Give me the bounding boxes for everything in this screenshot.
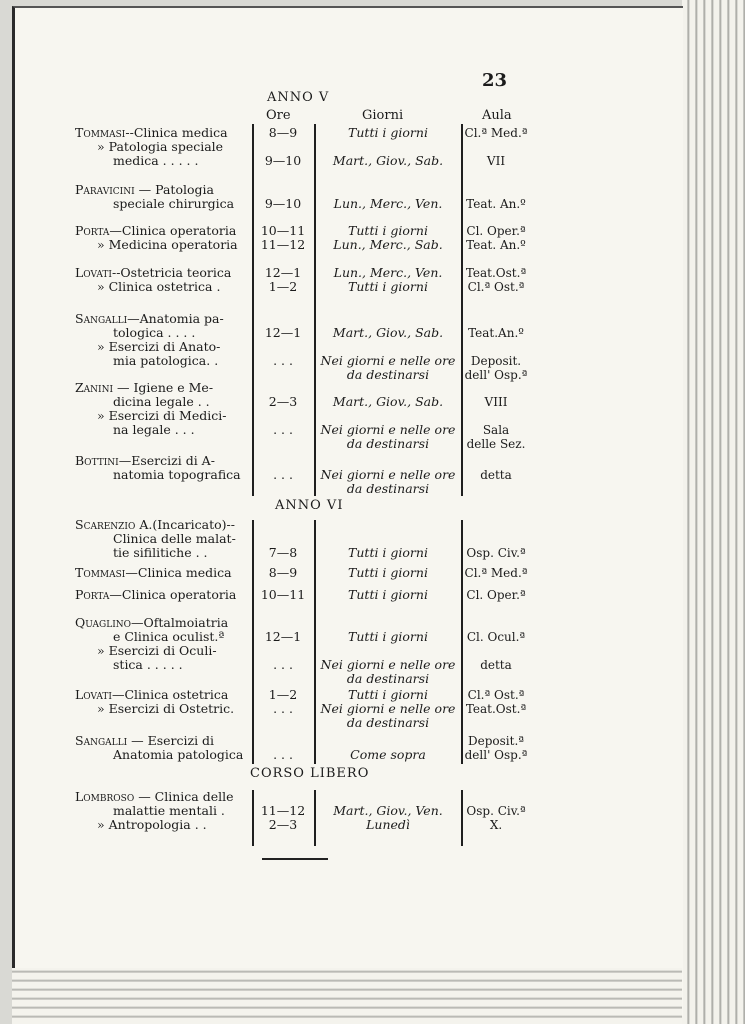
entry-subject-cell bbox=[75, 790, 250, 832]
entry-aula-cell bbox=[462, 518, 530, 560]
entry-aula-line: Cl.ª Med.ª bbox=[464, 566, 528, 580]
professor-name: Sangalli bbox=[75, 733, 128, 748]
entry-ore-cell bbox=[252, 266, 314, 294]
entry-aula-line bbox=[462, 312, 530, 326]
entry-subject-line: Porta—Clinica operatoria bbox=[75, 223, 237, 238]
entry-giorni-line: Lunedì bbox=[366, 817, 410, 832]
entry-ore-line: 1—2 bbox=[268, 279, 298, 294]
entry-aula-cell bbox=[462, 790, 530, 832]
entry-giorni-cell bbox=[316, 734, 460, 762]
entry-ore-cell bbox=[252, 381, 314, 437]
entry-giorni-line: Tutti i giorni bbox=[348, 125, 428, 140]
entry-ore-cell bbox=[252, 734, 314, 762]
entry-giorni-line: Mart., Giov., Sab. bbox=[332, 394, 444, 409]
entry-giorni-line: Lun., Merc., Sab. bbox=[333, 237, 443, 252]
professor-name: Tommasi bbox=[75, 125, 126, 140]
entry-subject-line: » Esercizi di Anato- bbox=[97, 339, 221, 354]
entry-subject-cell bbox=[75, 183, 250, 211]
entry-giorni-cell bbox=[316, 588, 460, 602]
entry-subject-line: Porta—Clinica operatoria bbox=[75, 587, 237, 602]
entry-subject-line: Bottini—Esercizi di A- bbox=[75, 453, 215, 468]
entry-ore-line: 1—2 bbox=[268, 687, 298, 702]
entry-giorni-line bbox=[316, 183, 460, 197]
entry-subject-line: Lovati—Clinica ostetrica bbox=[75, 687, 229, 702]
entry-ore-line: 8—9 bbox=[268, 125, 298, 140]
entry-aula-cell bbox=[462, 454, 530, 482]
entry-giorni-cell bbox=[316, 266, 460, 294]
entry-subject-cell bbox=[75, 616, 250, 672]
entry-subject-line: speciale chirurgica bbox=[113, 196, 235, 211]
entry-ore-cell bbox=[252, 790, 314, 832]
entry-giorni-line: Nei giorni e nelle ore bbox=[320, 422, 456, 437]
entry-subject-cell bbox=[75, 588, 250, 602]
entry-giorni-line: da destinarsi bbox=[346, 481, 430, 496]
entry-subject-line: Tommasi--Clinica medica bbox=[75, 125, 228, 140]
entry-giorni-line: Tutti i giorni bbox=[348, 223, 428, 238]
entry-ore-cell bbox=[252, 588, 314, 602]
entry-giorni-cell bbox=[316, 518, 460, 560]
entry-aula-cell bbox=[462, 126, 530, 168]
entry-giorni-line: da destinarsi bbox=[346, 367, 430, 382]
entry-giorni-cell bbox=[316, 381, 460, 451]
entry-giorni-line bbox=[316, 312, 460, 326]
professor-name: Zanini bbox=[75, 380, 114, 395]
entry-aula-line: Sala bbox=[482, 423, 510, 437]
professor-name: Paravicini bbox=[75, 182, 135, 197]
entry-subject-line: Quaglino—Oftalmoiatria bbox=[75, 615, 229, 630]
entry-giorni-line bbox=[316, 454, 460, 468]
entry-giorni-cell bbox=[316, 790, 460, 832]
entry-ore-line: 8—9 bbox=[268, 565, 298, 580]
entry-aula-line: Teat. An.º bbox=[466, 238, 526, 252]
entry-subject-line: » Clinica ostetrica . bbox=[97, 279, 221, 294]
entry-ore-cell bbox=[252, 224, 314, 252]
entry-subject-line: malattie mentali . bbox=[113, 803, 225, 818]
entry-subject-cell bbox=[75, 688, 250, 716]
entry-subject-line: tie sifilitiche . . bbox=[113, 545, 208, 560]
entry-ore-cell bbox=[252, 518, 314, 560]
entry-subject-line: Tommasi—Clinica medica bbox=[75, 565, 232, 580]
entry-subject-line: Lovati--Ostetricia teorica bbox=[75, 265, 232, 280]
entry-aula-cell bbox=[462, 566, 530, 580]
entry-giorni-line: da destinarsi bbox=[346, 671, 430, 686]
entry-giorni-cell bbox=[316, 454, 460, 496]
entry-ore-cell bbox=[252, 454, 314, 482]
entry-ore-cell bbox=[252, 126, 314, 168]
entry-ore-line bbox=[252, 616, 314, 630]
page-number: 23 bbox=[482, 70, 508, 91]
entry-ore-line: 11—12 bbox=[260, 803, 306, 818]
entry-aula-line: Cl. Oper.ª bbox=[466, 224, 526, 238]
entry-subject-cell bbox=[75, 381, 250, 437]
entry-subject-line: » Esercizi di Ostetric. bbox=[97, 701, 235, 716]
entry-ore-line: 9—10 bbox=[264, 196, 302, 211]
professor-name: Lovati bbox=[75, 687, 112, 702]
entry-ore-line bbox=[252, 790, 314, 804]
page-edge-stack bbox=[682, 0, 745, 1024]
entry-aula-line bbox=[462, 140, 530, 154]
entry-giorni-cell bbox=[316, 224, 460, 252]
entry-subject-line: stica . . . . . bbox=[113, 657, 183, 672]
entry-ore-line bbox=[252, 140, 314, 154]
entry-subject-line: Lombroso — Clinica delle bbox=[75, 789, 234, 804]
entry-giorni-line: Tutti i giorni bbox=[348, 587, 428, 602]
entry-ore-line bbox=[252, 381, 314, 395]
entry-giorni-cell bbox=[316, 126, 460, 168]
entry-giorni-line: Lun., Merc., Ven. bbox=[333, 265, 443, 280]
entry-ore-line bbox=[252, 312, 314, 326]
entry-aula-line: VIII bbox=[484, 395, 508, 409]
column-rule-ore-left-1 bbox=[252, 124, 254, 496]
entry-aula-line: Cl.ª Med.ª bbox=[464, 126, 528, 140]
entry-ore-line: 9—10 bbox=[264, 153, 302, 168]
entry-subject-line: na legale . . . bbox=[113, 422, 195, 437]
section-title-corso-libero: CORSO LIBERO bbox=[250, 766, 370, 781]
entry-subject-line: Sangalli — Esercizi di bbox=[75, 733, 215, 748]
entry-subject-cell bbox=[75, 312, 250, 368]
entry-giorni-line: Mart., Giov., Sab. bbox=[332, 153, 444, 168]
entry-subject-line: » Medicina operatoria bbox=[97, 237, 238, 252]
entry-subject-cell bbox=[75, 566, 250, 580]
entry-giorni-line bbox=[316, 140, 460, 154]
entry-aula-cell bbox=[462, 688, 530, 716]
entry-giorni-line: Come sopra bbox=[350, 747, 426, 762]
entry-ore-line bbox=[252, 518, 314, 532]
entry-ore-cell bbox=[252, 616, 314, 672]
entry-ore-line bbox=[252, 183, 314, 197]
entry-ore-line: 12—1 bbox=[264, 629, 302, 644]
bottom-page-edge bbox=[12, 968, 682, 1024]
entry-aula-line: Teat.An.º bbox=[468, 326, 524, 340]
entry-giorni-line bbox=[316, 616, 460, 630]
entry-aula-line: Teat.Ost.ª bbox=[465, 266, 527, 280]
entry-ore-line: . . . bbox=[273, 467, 293, 482]
entry-aula-line: Cl. Oper.ª bbox=[466, 588, 526, 602]
entry-ore-line bbox=[252, 734, 314, 748]
professor-name: Bottini bbox=[75, 453, 119, 468]
entry-ore-line bbox=[252, 409, 314, 423]
entry-giorni-line bbox=[316, 340, 460, 354]
entry-subject-line: Paravicini — Patologia bbox=[75, 182, 214, 197]
section-title-anno-vi: ANNO VI bbox=[275, 498, 344, 513]
entry-giorni-line: Lun., Merc., Ven. bbox=[333, 196, 443, 211]
entry-aula-line: dell' Osp.ª bbox=[464, 748, 528, 762]
entry-giorni-line bbox=[316, 409, 460, 423]
entry-aula-cell bbox=[462, 734, 530, 762]
entry-ore-line: 12—1 bbox=[264, 265, 302, 280]
entry-giorni-cell bbox=[316, 688, 460, 730]
entry-ore-line: 2—3 bbox=[268, 394, 298, 409]
entry-aula-cell bbox=[462, 381, 530, 451]
professor-name: Porta bbox=[75, 223, 110, 238]
entry-giorni-line bbox=[316, 532, 460, 546]
entry-giorni-line: da destinarsi bbox=[346, 436, 430, 451]
entry-aula-line bbox=[462, 518, 530, 532]
entry-subject-line: » Esercizi di Oculi- bbox=[97, 643, 217, 658]
entry-giorni-line bbox=[316, 381, 460, 395]
entry-aula-line: delle Sez. bbox=[466, 437, 526, 451]
entry-aula-line: Osp. Civ.ª bbox=[466, 546, 526, 560]
header-giorni: Giorni bbox=[362, 108, 404, 123]
entry-giorni-line: Nei giorni e nelle ore bbox=[320, 657, 456, 672]
entry-aula-line bbox=[462, 381, 530, 395]
entry-aula-line bbox=[462, 616, 530, 630]
closing-rule bbox=[262, 858, 328, 860]
entry-ore-line bbox=[252, 340, 314, 354]
entry-ore-cell bbox=[252, 183, 314, 211]
entry-aula-line bbox=[462, 532, 530, 546]
entry-ore-line: 2—3 bbox=[268, 817, 298, 832]
entry-ore-line: . . . bbox=[273, 422, 293, 437]
professor-name: Tommasi bbox=[75, 565, 126, 580]
professor-name: Porta bbox=[75, 587, 110, 602]
entry-aula-line: X. bbox=[489, 818, 503, 832]
entry-ore-line: 12—1 bbox=[264, 325, 302, 340]
entry-giorni-line: Tutti i giorni bbox=[348, 565, 428, 580]
entry-giorni-cell bbox=[316, 566, 460, 580]
professor-name: Quaglino bbox=[75, 615, 132, 630]
entry-aula-line: Teat. An.º bbox=[466, 197, 526, 211]
entry-aula-line: Deposit. bbox=[470, 354, 522, 368]
entry-ore-line: . . . bbox=[273, 657, 293, 672]
entry-subject-cell bbox=[75, 734, 250, 762]
entry-aula-line: Deposit.ª bbox=[468, 734, 524, 748]
entry-ore-cell bbox=[252, 566, 314, 580]
entry-subject-line: e Clinica oculist.ª bbox=[113, 629, 225, 644]
entry-aula-line bbox=[462, 454, 530, 468]
professor-name: Sangalli bbox=[75, 311, 128, 326]
entry-aula-cell bbox=[462, 312, 530, 382]
entry-subject-line: » Patologia speciale bbox=[97, 139, 224, 154]
entry-subject-cell bbox=[75, 266, 250, 294]
entry-subject-line: natomia topografica bbox=[113, 467, 241, 482]
entry-subject-line: Zanini — Igiene e Me- bbox=[75, 380, 214, 395]
entry-aula-cell bbox=[462, 588, 530, 602]
entry-aula-line: Teat.Ost.ª bbox=[465, 702, 527, 716]
entry-giorni-cell bbox=[316, 616, 460, 686]
entry-subject-line: Scarenzio A.(Incaricato)-- bbox=[75, 517, 235, 532]
entry-subject-line: » Antropologia . . bbox=[97, 817, 207, 832]
entry-aula-cell bbox=[462, 183, 530, 211]
entry-giorni-line: Nei giorni e nelle ore bbox=[320, 353, 456, 368]
entry-giorni-line: Tutti i giorni bbox=[348, 687, 428, 702]
entry-aula-line bbox=[462, 340, 530, 354]
entry-giorni-line: Tutti i giorni bbox=[348, 629, 428, 644]
entry-giorni-line: Mart., Giov., Sab. bbox=[332, 325, 444, 340]
entry-subject-line: Sangalli—Anatomia pa- bbox=[75, 311, 224, 326]
entry-ore-line: 10—11 bbox=[260, 223, 306, 238]
entry-ore-line bbox=[252, 454, 314, 468]
entry-giorni-line: Mart., Giov., Ven. bbox=[333, 803, 443, 818]
entry-giorni-line bbox=[316, 790, 460, 804]
entry-subject-cell bbox=[75, 454, 250, 482]
entry-subject-cell bbox=[75, 126, 250, 168]
entry-aula-line: Cl.ª Ost.ª bbox=[467, 280, 525, 294]
entry-ore-line: . . . bbox=[273, 747, 293, 762]
entry-subject-cell bbox=[75, 224, 250, 252]
entry-aula-line: detta bbox=[480, 658, 512, 672]
entry-ore-line: . . . bbox=[273, 353, 293, 368]
entry-giorni-line: Nei giorni e nelle ore bbox=[320, 701, 456, 716]
entry-aula-line: Osp. Civ.ª bbox=[466, 804, 526, 818]
entry-ore-line bbox=[252, 644, 314, 658]
entry-giorni-line: Tutti i giorni bbox=[348, 545, 428, 560]
entry-aula-line bbox=[462, 409, 530, 423]
entry-giorni-cell bbox=[316, 183, 460, 211]
professor-name: Lombroso bbox=[75, 789, 135, 804]
entry-ore-cell bbox=[252, 688, 314, 716]
entry-giorni-cell bbox=[316, 312, 460, 382]
entry-aula-cell bbox=[462, 616, 530, 672]
entry-aula-line bbox=[462, 644, 530, 658]
entry-aula-line: Cl.ª Ost.ª bbox=[467, 688, 525, 702]
section-title-anno-v: ANNO V bbox=[267, 90, 330, 105]
entry-giorni-line bbox=[316, 518, 460, 532]
entry-aula-line: VII bbox=[486, 154, 506, 168]
entry-subject-line: tologica . . . . bbox=[113, 325, 196, 340]
entry-ore-cell bbox=[252, 312, 314, 368]
professor-name: Scarenzio A. bbox=[75, 517, 153, 532]
entry-subject-line: Clinica delle malat- bbox=[113, 531, 236, 546]
entry-aula-line: detta bbox=[480, 468, 512, 482]
entry-giorni-line: da destinarsi bbox=[346, 715, 430, 730]
entry-aula-line bbox=[462, 183, 530, 197]
entry-subject-cell bbox=[75, 518, 250, 560]
entry-aula-cell bbox=[462, 266, 530, 294]
entry-subject-line: Anatomia patologica bbox=[113, 747, 244, 762]
entry-ore-line bbox=[252, 532, 314, 546]
entry-ore-line: 7—8 bbox=[268, 545, 298, 560]
entry-ore-line: . . . bbox=[273, 701, 293, 716]
entry-aula-cell bbox=[462, 224, 530, 252]
entry-subject-line: dicina legale . . bbox=[113, 394, 210, 409]
entry-aula-line: Cl. Ocul.ª bbox=[466, 630, 526, 644]
entry-giorni-line: Tutti i giorni bbox=[348, 279, 428, 294]
entry-subject-line: mia patologica. . bbox=[113, 353, 219, 368]
entry-aula-line: dell' Osp.ª bbox=[464, 368, 528, 382]
entry-subject-line: medica . . . . . bbox=[113, 153, 199, 168]
entry-subject-line: » Esercizi di Medici- bbox=[97, 408, 227, 423]
header-aula: Aula bbox=[482, 108, 512, 123]
entry-giorni-line bbox=[316, 644, 460, 658]
entry-giorni-line bbox=[316, 734, 460, 748]
entry-aula-line bbox=[462, 790, 530, 804]
professor-name: Lovati bbox=[75, 265, 112, 280]
entry-ore-line: 10—11 bbox=[260, 587, 306, 602]
entry-ore-line: 11—12 bbox=[260, 237, 306, 252]
header-ore: Ore bbox=[266, 108, 291, 123]
entry-giorni-line: Nei giorni e nelle ore bbox=[320, 467, 456, 482]
